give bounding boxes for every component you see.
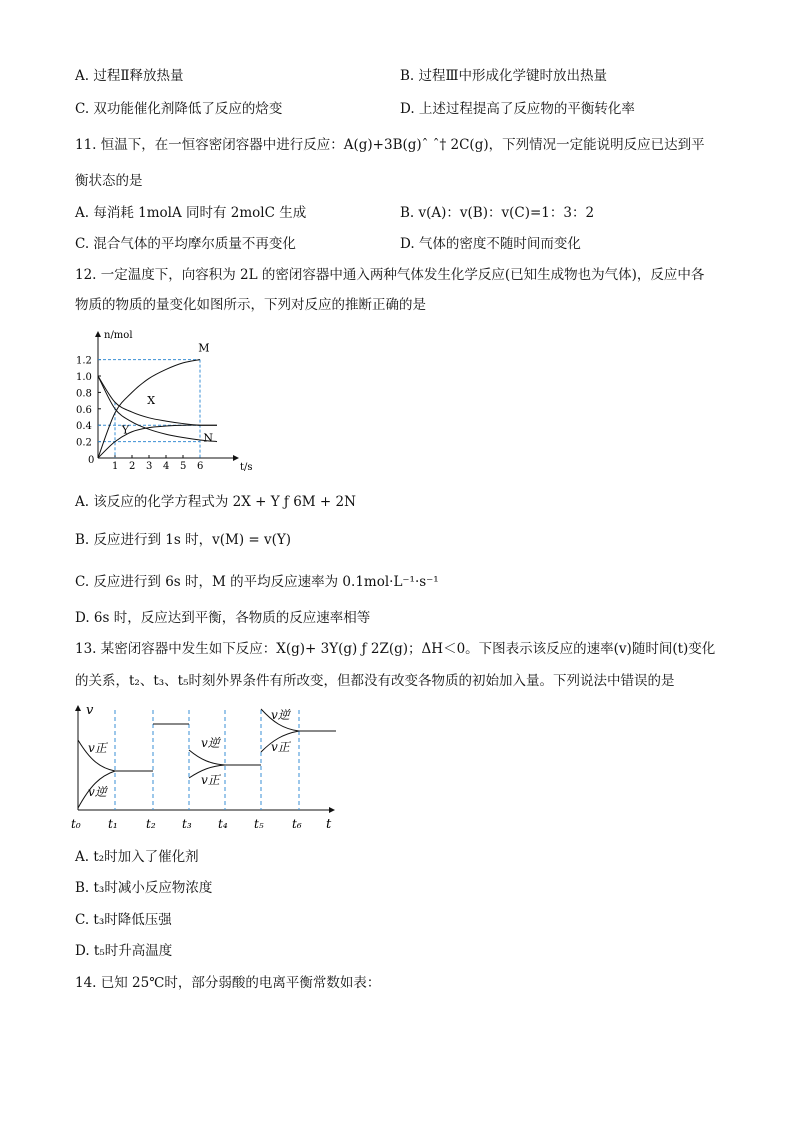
q14-stem-line1: 14. 已知 25℃时，部分弱酸的电离平衡常数如表：: [75, 975, 381, 991]
y-tick-label: 0.4: [76, 421, 92, 433]
series-M-label: M: [198, 341, 210, 355]
q12-option-c: C. 反应进行到 6s 时，M 的平均反应速率为 0.1mol·L⁻¹·s⁻¹: [75, 574, 439, 590]
v-reverse-label-3: v逆: [271, 708, 290, 722]
x-axis-label: t/s: [240, 462, 253, 473]
origin-label: 0: [88, 455, 95, 466]
t2-label: t₂: [146, 817, 156, 831]
q13-option-c: C. t₃时降低压强: [75, 912, 172, 928]
v-forward-label-2: v正: [201, 773, 220, 787]
q10-option-d: D. 上述过程提高了反应物的平衡转化率: [400, 101, 635, 117]
y-tick-label: 0.2: [76, 437, 92, 449]
x-tick-label: 5: [180, 461, 187, 472]
q11-stem-line1: 11. 恒温下，在一恒容密闭容器中进行反应：A(g)+3B(g)ˆ ˆ† 2C(g)，下列情况一定能说明反应已达到平: [75, 137, 705, 153]
v-reverse-label-1: v逆: [88, 785, 107, 799]
series-X-label: X: [147, 393, 156, 407]
q12-option-a: A. 该反应的化学方程式为 2X + Y ƒ 6M + 2N: [75, 494, 356, 510]
t3-label: t₃: [182, 817, 192, 831]
series-X-line: [98, 376, 217, 425]
x-tick-label: 2: [129, 461, 136, 472]
x-tick-label: 4: [163, 461, 170, 472]
t4-label: t₄: [218, 817, 228, 831]
q12-amount-chart: [68, 328, 268, 473]
v-forward-label-3: v正: [271, 740, 290, 754]
q12-option-d: D. 6s 时，反应达到平衡，各物质的反应速率相等: [75, 610, 371, 626]
q13-option-b: B. t₃时减小反应物浓度: [75, 880, 213, 896]
t-axis-label: t: [326, 817, 332, 832]
t0-label: t₀: [71, 817, 81, 831]
q10-option-b: B. 过程Ⅲ中形成化学键时放出热量: [400, 68, 608, 84]
t1-label: t₁: [108, 817, 118, 831]
series-Y-label: Y: [121, 423, 130, 437]
q13-stem-line1: 13. 某密闭容器中发生如下反应：X(g)+ 3Y(g) ƒ 2Z(g)；ΔH＜0。下图表示该反应的速率(v)随时间(t)变化: [75, 641, 716, 657]
q12-stem-line2: 物质的物质的量变化如图所示，下列对反应的推断正确的是: [75, 297, 426, 313]
q12-stem-line1: 12. 一定温度下，向容积为 2L 的密闭容器中通入两种气体发生化学反应(已知生成物也为气体)，反应中各: [75, 267, 705, 283]
q11-option-c: C. 混合气体的平均摩尔质量不再变化: [75, 236, 296, 252]
v-reverse-curve-2: [189, 750, 225, 765]
q11-option-a: A. 每消耗 1molA 同时有 2molC 生成: [75, 205, 307, 221]
y-tick-label: 1.2: [76, 355, 92, 367]
q13-rate-chart: [68, 702, 348, 832]
y-tick-label: 0.8: [76, 388, 92, 400]
q13-option-a: A. t₂时加入了催化剂: [75, 849, 199, 865]
q11-stem-line2: 衡状态的是: [75, 173, 143, 189]
x-tick-label: 3: [146, 461, 153, 472]
series-N-label: N: [203, 431, 214, 445]
v-forward-label-1: v正: [88, 741, 107, 755]
q10-option-c: C. 双功能催化剂降低了反应的焓变: [75, 101, 283, 117]
y-tick-label: 1.0: [76, 372, 92, 383]
q10-option-a: A. 过程Ⅱ释放热量: [75, 68, 184, 84]
v-reverse-label-2: v逆: [201, 736, 220, 750]
x-tick-label: 6: [197, 461, 204, 472]
t5-label: t₅: [254, 817, 264, 831]
t6-label: t₆: [292, 817, 302, 831]
q13-option-d: D. t₅时升高温度: [75, 943, 173, 959]
x-tick-label: 1: [112, 461, 119, 472]
v-axis-label: v: [86, 703, 94, 718]
y-axis-label: n/mol: [104, 330, 133, 341]
q11-option-b: B. v(A)：v(B)：v(C)=1：3：2: [400, 205, 595, 221]
y-tick-label: 0.6: [76, 404, 92, 416]
q12-option-b: B. 反应进行到 1s 时，v(M) = v(Y): [75, 532, 292, 548]
q11-option-d: D. 气体的密度不随时间而变化: [400, 236, 581, 252]
series-N-line: [98, 376, 217, 442]
q13-stem-line2: 的关系，t₂、t₃、t₅时刻外界条件有所改变，但都没有改变各物质的初始加入量。下列说法中错误的是: [75, 673, 675, 689]
